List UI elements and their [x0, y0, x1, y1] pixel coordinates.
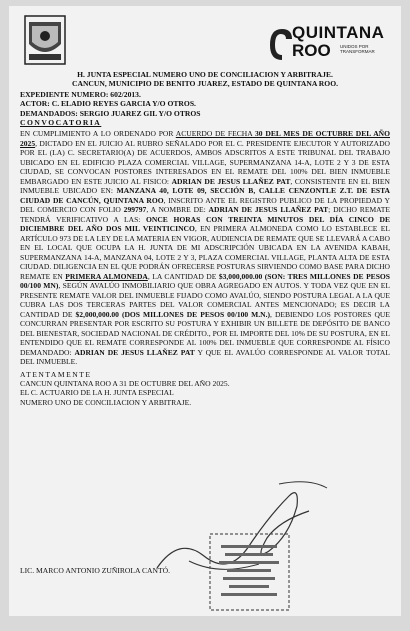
heading-line2: CANCUN, MUNICIPIO DE BENITO JUAREZ, ESTADO DE QUINTANA ROO.: [71, 79, 339, 89]
notice-body: [20, 129, 390, 366]
logo-mark-icon: [268, 25, 292, 61]
body-date: 30 DEL MES DE OCTUBRE DEL AÑO 2025: [20, 129, 391, 148]
property-address: MANZANA 40, LOTE 09, SECCIÓN B, CALLE CENZONTLE Z.T. DE ESTA CIUDAD DE CANCÚN, QUINTANA ROO: [20, 186, 390, 205]
base-amount: $3,000,000.00 (SON: TRES MILLONES DE PESOS 00/100 MN): [20, 271, 390, 291]
body-underline: ACUERDO DE FECHA: [175, 129, 256, 139]
atentamente: ATENTAMENTE: [20, 369, 92, 379]
body-text: , EN PRIMERA ALMONEDA COMO LO ESTABLECE EL ARTÍCULO 973 DE LA LEY DE LA MATERIA EN VIGOR, AUDIENCIA DE REMATE QUE SE LLEVARÁ A CABO EN EL LOCAL QUE OCUPA LA H. JUNTA DE MI ADSCRIPCIÓN UBICADA EN LA AVENIDA KABAH, SUPERMANZANA 14-A, MANZANA 04, LOTE 2 Y 3, PLAZA COMERCIAL VILLAGE, PLANTA ALTA DE ESTA CIUDAD. DILIGENCIA EN EL QUE PODRÁN OFRECERSE POSTURAS SIRVIENDO COMO BASE PARA DICHO REMATE EN: [20, 224, 390, 281]
auction-time: ONCE HORAS CON TREINTA MINUTOS DEL DÍA CINCO DE DICIEMBRE DEL AÑO DOS MIL VEINTICINCO: [20, 214, 390, 234]
logo-tagline: UNIDOS POR TRANSFORMAR: [340, 44, 375, 54]
document-page: [9, 6, 401, 616]
actor: ACTOR: C. ELADIO REYES GARCIA Y/O OTROS.: [20, 99, 196, 109]
body-text: , CONSISTENTE EN EL BIEN INMUEBLE UBICADO EN:: [20, 176, 390, 196]
sign-board: NUMERO UNO DE CONCILIACION Y ARBITRAJE.: [20, 397, 192, 407]
sign-role: EL C. ACTUARIO DE LA H. JUNTA ESPECIAL: [20, 388, 174, 398]
body-text: ; DICHO REMATE TENDRÁ VERIFICATIVO A LAS:: [20, 205, 390, 224]
defendant-name-2: ADRIAN DE JESUS LLAÑEZ PAT: [74, 347, 195, 357]
logo-line1: QUINTANA: [292, 23, 385, 42]
body-text: Y QUE EL AVALÚO CORRESPONDE AL VALOR TOTAL DEL INMUEBLE.: [20, 347, 390, 367]
body-text: , LA CANTIDAD DE: [147, 271, 219, 281]
body-text: , DEBIENDO LOS POSTORES QUE CONCURRAN PRESENTAR POR ESCRITO SU POSTURA Y EXHIBIR UN BILLETE DE DEPÓSITO DE BANCO DEL BIENESTAR, SOCIEDAD NACIONAL DE CRÉDITO., POR EL IMPORTE DEL 10% DE SU POSTURA, EN EL ENTENDIDO QUE EL REMATE CORRESPONDE AL 100% DEL INMUEBLE QUE CORRESPONDE AL FÍSICO DEMANDADO:: [20, 309, 390, 357]
body-text: , DICTADO EN EL JUICIO AL RUBRO SEÑALADO POR EL C. PRESIDENTE EJECUTOR Y AUTORIZADO POR EL (LA) C. SECRETARIO(A) DE ACUERDOS, AMBOS ADSCRITOS A ESTE TRIBUNAL DEL TRABAJO UBICADO EN EL EDIFICIO PLAZA COMERCIAL VILLAGE, SUPERMANZANA 14-A, LOTE 2 Y 3 DE ESTA CIUDAD, SE CONVOCAN POSTORES INTERESADOS EN EL REMATE DEL 100% DEL BIEN INMUEBLE EMBARGADO EN ESTE JUICIO AL FISICO:: [20, 138, 390, 186]
body-text: , SEGÚN AVALÚO INMOBILIARIO QUE OBRA AGREGADO EN AUTOS. Y TODA VEZ QUE EN EL PRESENTE REMATE VALOR DEL INMUEBLE FIJADO COMO AVALÚO, SIENDO POSTURA LEGAL A LA QUE CUBRA LAS DOS TERCERAS PARTES DEL VALOR COMERCIAL ANTES MENCIONADO; ES DECIR LA CANTIDAD DE: [20, 281, 391, 319]
defendant-name: ADRIAN DE JESUS LLAÑEZ PAT: [171, 176, 291, 186]
court-heading: [20, 70, 390, 89]
heading-line1: H. JUNTA ESPECIAL NUMERO UNO DE CONCILIACION Y ARBITRAJE.: [77, 70, 333, 79]
signature-block: [20, 370, 390, 408]
quintana-roo-logo: [268, 24, 388, 66]
state-seal-icon: [22, 14, 68, 66]
legal-bid-amount: $2,000,000.00 (DOS MILLONES DE PESOS 00/100 M.N.): [75, 309, 271, 319]
owner-name: ADRIAN DE JESUS LLAÑEZ PAT: [208, 205, 329, 215]
folio-number: 299797: [123, 205, 147, 215]
case-meta: [20, 90, 390, 118]
signer-name: LIC. MARCO ANTONIO ZUÑIROLA CANTÓ.: [20, 566, 171, 575]
document-title: CONVOCATORIA: [20, 118, 102, 128]
body-text: EN CUMPLIMIENTO A LO ORDENADO POR: [20, 129, 176, 139]
auction-round: PRIMERA ALMONEDA: [65, 271, 148, 281]
logo-line2: ROO: [292, 41, 331, 60]
body-text: , INSCRITO ANTE EL REGISTRO PUBLICO DE LA PROPIEDAD Y DEL COMERCIO CON FOLIO: [20, 195, 390, 215]
demandados: DEMANDADOS: SERGIO JUAREZ GIL Y/O OTROS: [20, 108, 201, 118]
expediente: EXPEDIENTE NUMERO: 602/2013.: [20, 89, 141, 99]
body-text: , A NOMBRE DE:: [146, 205, 209, 215]
official-stamp-icon: [207, 531, 292, 613]
header: [20, 14, 390, 70]
sign-place-date: CANCUN QUINTANA ROO A 31 DE OCTUBRE DEL AÑO 2025.: [20, 378, 230, 388]
